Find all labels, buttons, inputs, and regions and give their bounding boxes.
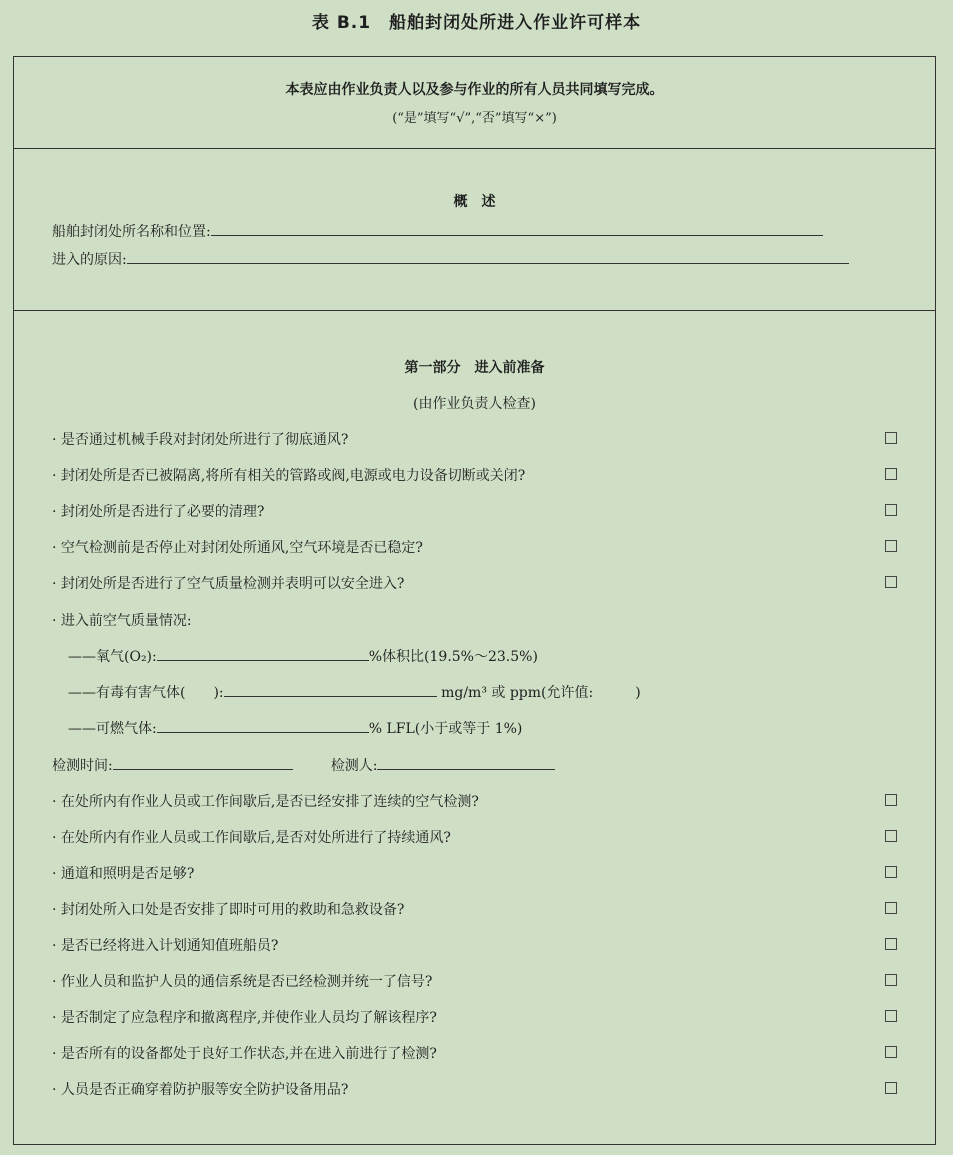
check-item-8: · 通道和照明是否足够? (52, 866, 195, 882)
test-info-row (52, 755, 555, 775)
tester-label: 检测人: (330, 758, 378, 774)
oxygen-row (68, 646, 538, 666)
oxygen-input-line[interactable] (157, 646, 369, 661)
check-item-1: · 是否通过机械手段对封闭处所进行了彻底通风? (52, 432, 349, 448)
check-item-12: · 是否制定了应急程序和撤离程序,并使作业人员均了解该程序? (52, 1010, 437, 1026)
table-title: 表 B.1 船舶封闭处所进入作业许可样本 (311, 13, 642, 33)
check-item-11: · 作业人员和监护人员的通信系统是否已经检测并统一了信号? (52, 974, 433, 990)
flammable-gas-label: ——可燃气体: (68, 721, 157, 737)
check-box-8[interactable] (885, 866, 897, 878)
check-box-9[interactable] (885, 902, 897, 914)
instructions-line2: (“是”填写“√”,“否”填写“×”) (392, 111, 557, 126)
check-box-1[interactable] (885, 432, 897, 444)
overview-heading: 概 述 (453, 194, 496, 210)
oxygen-label: ——氧气(O₂): (68, 649, 157, 665)
reason-field (52, 249, 849, 269)
check-item-3: · 封闭处所是否进行了必要的清理? (52, 504, 265, 520)
check-box-5[interactable] (885, 576, 897, 588)
check-box-3[interactable] (885, 504, 897, 516)
reason-field-label: 进入的原因: (52, 252, 127, 268)
location-input-line[interactable] (211, 221, 823, 236)
check-box-12[interactable] (885, 1010, 897, 1022)
toxic-gas-label: ——有毒有害气体( ): (68, 685, 224, 701)
check-box-10[interactable] (885, 938, 897, 950)
test-time-label: 检测时间: (52, 758, 113, 774)
toxic-gas-suffix: mg/m³ 或 ppm(允许值: ) (441, 685, 641, 701)
instructions-line1: 本表应由作业负责人以及参与作业的所有人员共同填写完成。 (285, 82, 664, 98)
flammable-gas-row (68, 718, 522, 738)
check-box-2[interactable] (885, 468, 897, 480)
check-box-11[interactable] (885, 974, 897, 986)
check-item-5: · 封闭处所是否进行了空气质量检测并表明可以安全进入? (52, 576, 405, 592)
flammable-gas-input-line[interactable] (157, 718, 369, 733)
check-item-9: · 封闭处所入口处是否安排了即时可用的救助和急救设备? (52, 902, 405, 918)
part1-heading: 第一部分 进入前准备 (404, 360, 545, 376)
flammable-gas-suffix: % LFL(小于或等于 1%) (368, 721, 523, 737)
part1-subheading: (由作业负责人检查) (413, 396, 536, 412)
location-field (52, 221, 823, 241)
check-item-2: · 封闭处所是否已被隔离,将所有相关的管路或阀,电源或电力设备切断或关闭? (52, 468, 526, 484)
instructions-section (14, 57, 935, 149)
check-box-4[interactable] (885, 540, 897, 552)
tester-input-line[interactable] (377, 755, 555, 770)
check-item-4: · 空气检测前是否停止对封闭处所通风,空气环境是否已稳定? (52, 540, 423, 556)
check-item-6: · 在处所内有作业人员或工作间歇后,是否已经安排了连续的空气检测? (52, 794, 479, 810)
check-item-13: · 是否所有的设备都处于良好工作状态,并在进入前进行了检测? (52, 1046, 437, 1062)
check-item-14: · 人员是否正确穿着防护服等安全防护设备用品? (52, 1082, 349, 1098)
overview-section (14, 149, 935, 311)
test-time-input-line[interactable] (113, 755, 293, 770)
location-field-label: 船舶封闭处所名称和位置: (52, 224, 211, 240)
toxic-gas-row (68, 682, 641, 702)
check-box-13[interactable] (885, 1046, 897, 1058)
check-item-7: · 在处所内有作业人员或工作间歇后,是否对处所进行了持续通风? (52, 830, 451, 846)
reason-input-line[interactable] (127, 249, 849, 264)
air-quality-label: · 进入前空气质量情况: (52, 613, 192, 629)
toxic-gas-input-line[interactable] (224, 682, 437, 697)
check-box-7[interactable] (885, 830, 897, 842)
permit-form (13, 56, 936, 1145)
check-box-14[interactable] (885, 1082, 897, 1094)
check-box-6[interactable] (885, 794, 897, 806)
oxygen-suffix: %体积比(19.5%～23.5%) (368, 649, 538, 665)
check-item-10: · 是否已经将进入计划通知值班船员? (52, 938, 279, 954)
